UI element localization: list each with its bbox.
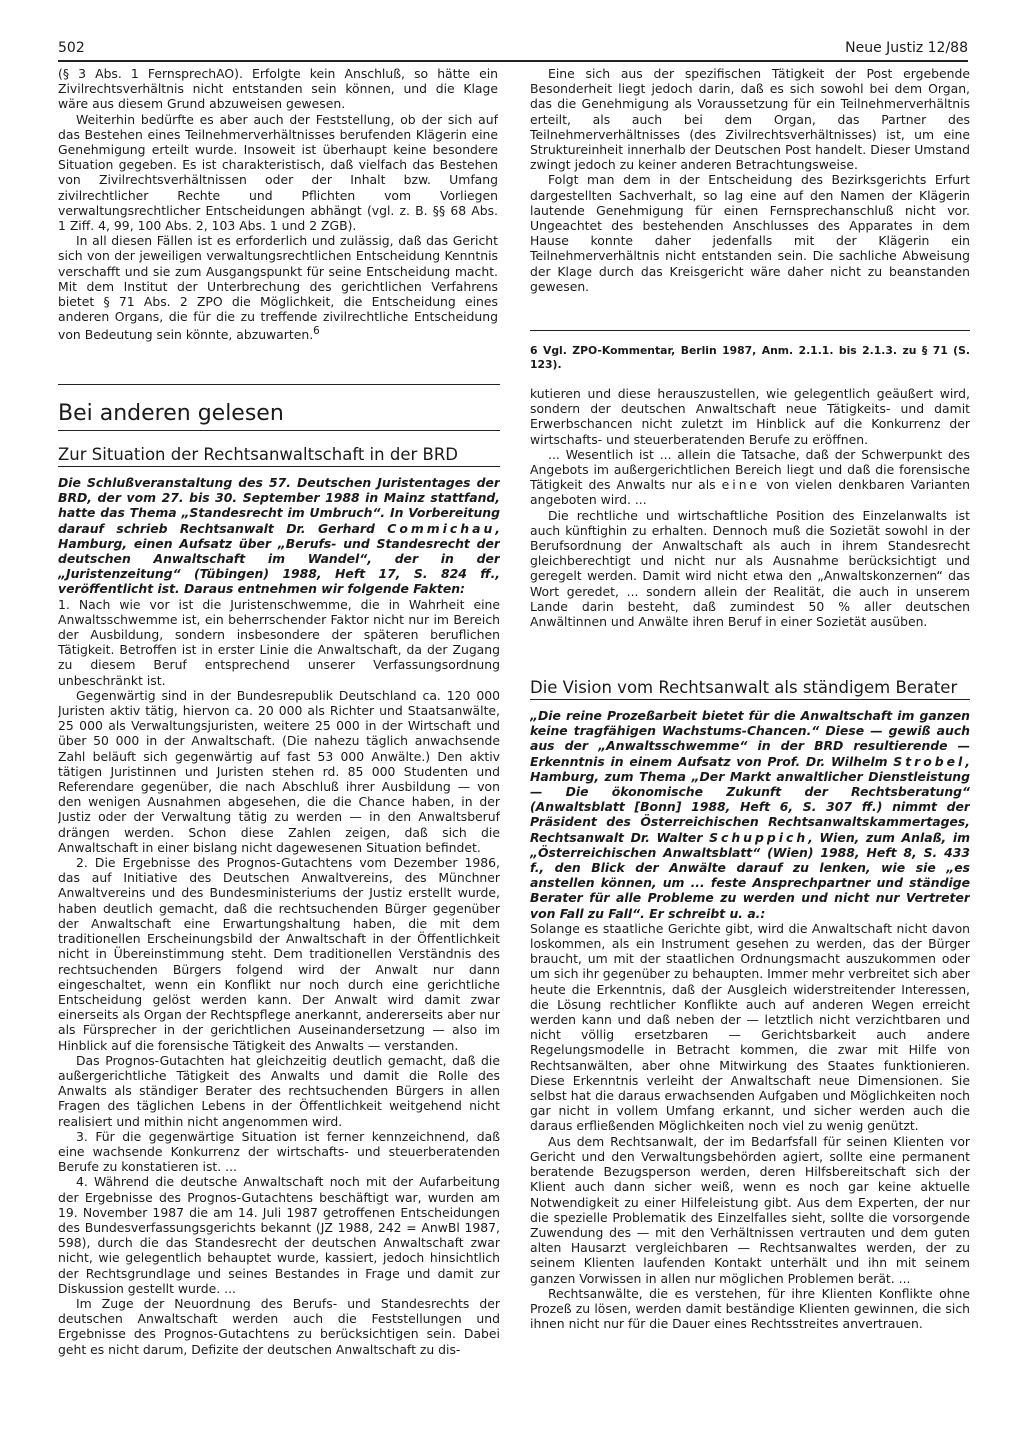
author-name: Commichau — [387, 520, 496, 536]
page-header — [58, 40, 968, 62]
paragraph: 2. Die Ergebnisse des Prognos-Gutachtens vom Dezember 1986, das auf Initiative des Deutschen Anwaltvereins, des Münchner Anwaltvereins und des Bundesministeriums der Justiz erstellt wurde, haben deutlich gemacht, daß die rechtsuchenden Bürger gegenüber der Anwaltschaft eine Erwartungshaltung haben, die mit dem traditionellen Erscheinungsbild der Anwaltschaft in der Öffentlichkeit nicht in Übereinstimmung steht. Dem traditionellen Verständnis des rechtsuchenden Bürgers folgend wird der Anwalt nur dann eingeschaltet, wenn ein Konflikt nur noch durch eine gerichtliche Entscheidung gelöst werden kann. Der Anwalt wird damit zwar einerseits als Organ der Rechtspflege anerkannt, andererseits aber nur als Fürsprecher in der gerichtlichen Auseinandersetzung — also im Hinblick auf die forensische Tätigkeit des Anwalts — verstanden. — [58, 855, 500, 1053]
intro-text: , Hamburg, einen Aufsatz über „Berufs- und Standesrecht der deutschen Anwaltschaft im Wandel“, der in der „Juristenzeitung“ (Tübingen) 1988, Heft 17, S. 824 ff., veröffentlicht ist. Daraus entnehmen wir folgende Fakten: — [58, 520, 500, 597]
paragraph: Die rechtliche und wirtschaftliche Position des Einzelanwalts ist auch künftighin zu erhalten. Dennoch muß die Sozietät sowohl in der Berufsordnung der Anwaltschaft als auch in ihrem Standesrecht gleichberechtigt und nicht nur als Ausnahme berücksichtigt und geregelt werden. Damit wird nicht etwa den „Anwaltskonzernen“ das Wort geredet, ... sondern allein der Realität, die auch in unserem Lande darin besteht, daß zumindest 50 % aller deutschen Anwältinnen und Anwälte ihren Beruf in einer Sozietät ausüben. — [530, 507, 970, 630]
spaced-word: eine — [721, 477, 761, 493]
article-title: Zur Situation der Rechtsanwaltschaft in der BRD — [58, 444, 500, 467]
paragraph: 3. Für die gegenwärtige Situation ist ferner kennzeichnend, daß eine wachsende Konkurrenz der wirtschafts- und steuerberatenden Berufe zu konstatieren ist. ... — [58, 1128, 500, 1175]
article2-column — [530, 708, 970, 1428]
paragraph: Aus dem Rechtsanwalt, der im Bedarfsfall für seinen Klienten vor Gericht und den Verwaltungsbehörden agiert, sollte eine permanent beratende Bezugsperson werden, deren Hilfsbereitschaft sich der Klient auch dann sicher weiß, wenn es noch gar keine aktuelle Notwendigkeit zu einer Hilfeleistung gibt. Aus dem Experten, der nur die spezielle Problematik des Einzelfalles sieht, sollte die vorsorgende Zuwendung des — mit den Verhältnissen vertrauten und dem guten alten Hausarzt vergleichbaren — Rechtsanwaltes werden, der zu seinem Klienten laufenden Kontakt unterhält und ihn mit seinem ganzen Vorwissen in allen nur möglichen Problemen berät. ... — [530, 1133, 970, 1286]
article1-column — [58, 475, 500, 1425]
intro-text: , Hamburg, zum Thema „Der Markt anwaltlicher Dienstleistung — Die ökonomische Zukunft der Rechtsberatung“ (Anwaltsblatt [Bonn] 1988, Heft 6, S. 307 ff.) nimmt der Präsident des Österreichischen Rechtsanwaltskammertages, Rechtsanwalt Dr. Walter — [530, 753, 970, 845]
paragraph: kutieren und diese herauszustellen, wie gelegentlich geäußert wird, sondern der deutschen Anwaltschaft neue Tätigkeits- und damit Erwerbschancen nicht zuletzt im Hinblick auf die Konkurrenz der wirtschafts- und steuerberatenden Berufe zu eröffnen. — [530, 386, 970, 447]
intro-text: Die Schlußveranstaltung des 57. Deutschen Juristentages der BRD, der vom 27. bis 30. September 1988 in Mainz stattfand, hatte das Thema „Standesrecht im Umbruch“. In Vorbereitung darauf schrieb Rechtsanwalt Dr. Gerhard — [58, 475, 500, 536]
page-number: 502 — [58, 40, 85, 56]
paragraph: Weiterhin bedürfte es aber auch der Feststellung, ob der sich auf das Bestehen eines Teilnehmerverhältnisses berufenden Klägerin eine Genehmigung erteilt wurde. Insoweit ist überhaupt keine besondere Situation gegeben. Es ist charakteristisch, daß vielfach das Bestehen von Zivilrechtsverhältnissen oder der Inhalt bzw. Umfang zivilrechtlicher Rechte und Pflichten vom Vorliegen verwaltungsrechtlicher Entscheidungen abhängt (vgl. z. B. §§ 68 Abs. 1 Ziff. 4, 99, 100 Abs. 2, 103 Abs. 1 und 2 ZGB). — [58, 111, 498, 234]
paragraph: Eine sich aus der spezifischen Tätigkeit der Post ergebende Besonderheit liegt jedoch darin, daß es sich sowohl bei dem Organ, das die Genehmigung als Voraussetzung für ein Teilnehmerverhältnis erteilt, als auch bei dem Organ, das Partner des Teilnehmerverhältnisses (des Zivilrechtsverhältnisses) ist, um eine Struktureinheit innerhalb der Deutschen Post handelt. Dieser Umstand zwingt jedoch zu keiner anderen Betrachtungsweise. — [530, 66, 970, 173]
paragraph — [58, 233, 498, 343]
paragraph: 4. Während die deutsche Anwaltschaft noch mit der Aufarbeitung der Ergebnisse des Prognos-Gutachtens beschäftigt war, wurden am 19. November 1987 die am 14. Juli 1987 getroffenen Entscheidungen des Bundesverfassungsgerichts bekannt (JZ 1988, 242 = AnwBl 1987, 598), durch die das Standesrecht der deutschen Anwaltschaft zwar nicht, wie gelegentlich behauptet wurde, kassiert, jedoch hinsichtlich der Rechtsgrundlage und seines Bestandes in Frage und damit zur Diskussion gestellt wurde. ... — [58, 1174, 500, 1296]
paragraph-text: In all diesen Fällen ist es erforderlich und zulässig, daß das Gericht sich von der jeweiligen verwaltungsrechtlichen Entscheidung Kenntnis verschafft und sie zum Ausgangspunkt für seine Entscheidung macht. Mit dem Institut der Unterbrechung des gerichtlichen Verfahrens bietet § 71 Abs. 2 ZPO die Möglichkeit, die Entscheidung eines anderen Organs, die für die zu treffende zivilrechtliche Entscheidung von Bedeutung sein könnte, abzuwarten. — [58, 233, 498, 343]
section-title: Bei anderen gelesen — [58, 400, 500, 431]
article-intro — [58, 475, 500, 597]
paragraph-text: von vielen denkbaren Varianten angeboten wird. ... — [530, 477, 970, 508]
top-left-column — [58, 66, 498, 380]
paragraph-text: ... Wesentlich ist ... allein die Tatsache, daß der Schwerpunkt des Angebots im außergerichtlichen Bereich liegt und daß die forensische Tätigkeit des Anwalts nur als — [530, 446, 970, 493]
footnote-marker: 6 — [313, 325, 320, 338]
article-intro — [530, 708, 970, 921]
paragraph: Das Prognos-Gutachten hat gleichzeitig deutlich gemacht, daß die außergerichtliche Tätigkeit des Anwalts und damit die Rolle des Anwalts als ständiger Berater des rechtsuchenden Bürgers in allen Fragen des täglichen Lebens in der Öffentlichkeit weitgehend nicht realisiert und mithin nicht angenommen wird. — [58, 1052, 500, 1129]
paragraph: Solange es staatliche Gerichte gibt, wird die Anwaltschaft nicht davon loskommen, als ein Instrument gesehen zu werden, das der Bürger braucht, um mit der staatlichen Ordnungsmacht auszukommen oder um sich ihr gegenüber zu behaupten. Immer mehr verbreitet sich aber heute die Erkenntnis, daß der Ausgleich widerstreitender Interessen, die Lösung rechtlicher Konflikte auch auf anderen Wegen erreicht werden kann und daß neben der — letztlich nicht verzichtbaren und nicht völlig ersetzbaren — Gerichtsbarkeit auch andere Regelungsmodelle in Betracht kommen, die zwar mit Hilfe von Rechtsanwälten, aber ohne Mitwirkung des Staates funktionieren. Diese Erkenntnis verleiht der Anwaltschaft neue Dimensionen. Sie selbst hat die daraus erwachsenden Aufgaben und Möglichkeiten noch gar nicht in vollem Umfang erkannt, und sicher werden auch die daraus erfließenden Möglichkeiten noch viel zu wenig genützt. — [530, 920, 970, 1134]
author-name: Schuppich — [709, 829, 809, 845]
journal-title: Neue Justiz 12/88 — [845, 40, 968, 56]
paragraph: Gegenwärtig sind in der Bundesrepublik Deutschland ca. 120 000 Juristen aktiv tätig, hiervon ca. 20 000 als Richter und Staatsanwälte, 25 000 als Verwaltungsjuristen, weitere 25 000 in der Wirtschaft und über 50 000 in der Anwaltschaft. (Die nahezu täglich anwachsende Zahl beläuft sich gegenwärtig auf fast 53 000 Anwälte.) Den aktiv tätigen Juristinnen und Juristen stehen rd. 85 000 Studenten und Referendare gegenüber, die nach Abschluß ihrer Ausbildung — von den wenigen Ausnahmen abgesehen, die die Chance haben, in der Justiz oder der Verwaltung tätig zu werden — in den Anwaltsberuf drängen werden. Schon diese Zahlen zeigen, daß sich die Anwaltschaft in einer bislang nicht dagewesenen Situation befindet. — [58, 687, 500, 855]
section-divider — [58, 384, 500, 385]
top-right-column — [530, 66, 970, 318]
paragraph: Folgt man dem in der Entscheidung des Bezirksgerichts Erfurt dargestellten Sachverhalt, so lag eine auf den Namen der Klägerin lautende Genehmigung für einen Fernsprechanschluß nicht vor. Ungeachtet des bestehenden Anschlusses des Apparates in dem Hause konnte daher jedenfalls mit der Klägerin ein Teilnehmerverhältnis nicht entstanden sein. Die sachliche Abweisung der Klage durch das Kreisgericht wäre daher nicht zu beanstanden gewesen. — [530, 172, 970, 294]
author-name: Strobel — [893, 753, 966, 769]
footnote-divider — [530, 330, 970, 331]
intro-text: „Die reine Prozeßarbeit bietet für die Anwaltschaft im ganzen keine tragfähigen Wachstums-Chancen.“ Diese — gewiß auch aus der „Anwaltsschwemme“ in der BRD resultierende — Erkenntnis in einem Aufsatz von Prof. Dr. Wilhelm — [530, 708, 970, 769]
article1-continuation — [530, 386, 970, 674]
paragraph: (§ 3 Abs. 1 FernsprechAO). Erfolgte kein Anschluß, so hätte ein Zivilrechtsverhältnis nicht entstanden sein können, und die Klage wäre aus diesem Grund abzuweisen gewesen. — [58, 66, 498, 112]
paragraph: 1. Nach wie vor ist die Juristenschwemme, die in Wahrheit eine Anwaltsschwemme ist, ein beherrschender Faktor nicht nur im Bereich der Ausbildung, sondern insbesondere der späteren beruflichen Tätigkeit. Betroffen ist in erster Linie die Anwaltschaft, da der Zugang zu diesem Beruf entsprechend unserer Verfassungsordnung unbeschränkt ist. — [58, 596, 500, 688]
paragraph: Rechtsanwälte, die es verstehen, für ihre Klienten Konflikte ohne Prozeß zu lösen, werden damit beständige Klienten gewinnen, die sich ihnen nicht nur für die Dauer eines Rechtsstreites anvertrauen. — [530, 1285, 970, 1332]
paragraph — [530, 447, 970, 508]
article-title: Die Vision vom Rechtsanwalt als ständigem Berater — [530, 677, 970, 700]
intro-text: , Wien, zum Anlaß, im „Österreichischen Anwaltsblatt“ (Wien) 1988, Heft 8, S. 433 f., den Blick der Anwälte darauf zu lenken, wie sie „es anstellen können, um ... feste Ansprechpartner und ständige Berater für alle Probleme zu werden und nicht nur Vertreter von Fall zu Fall“. Er schreibt u. a.: — [530, 829, 970, 921]
paragraph: Im Zuge der Neuordnung des Berufs- und Standesrechts der deutschen Anwaltschaft werden auch die Feststellungen und Ergebnisse des Prognos-Gutachtens zu berücksichtigen sein. Dabei geht es nicht darum, Defizite der deutschen Anwaltschaft zu dis- — [58, 1295, 500, 1357]
footnote: 6 Vgl. ZPO-Kommentar, Berlin 1987, Anm. 2.1.1. bis 2.1.3. zu § 71 (S. 123). — [530, 344, 970, 371]
